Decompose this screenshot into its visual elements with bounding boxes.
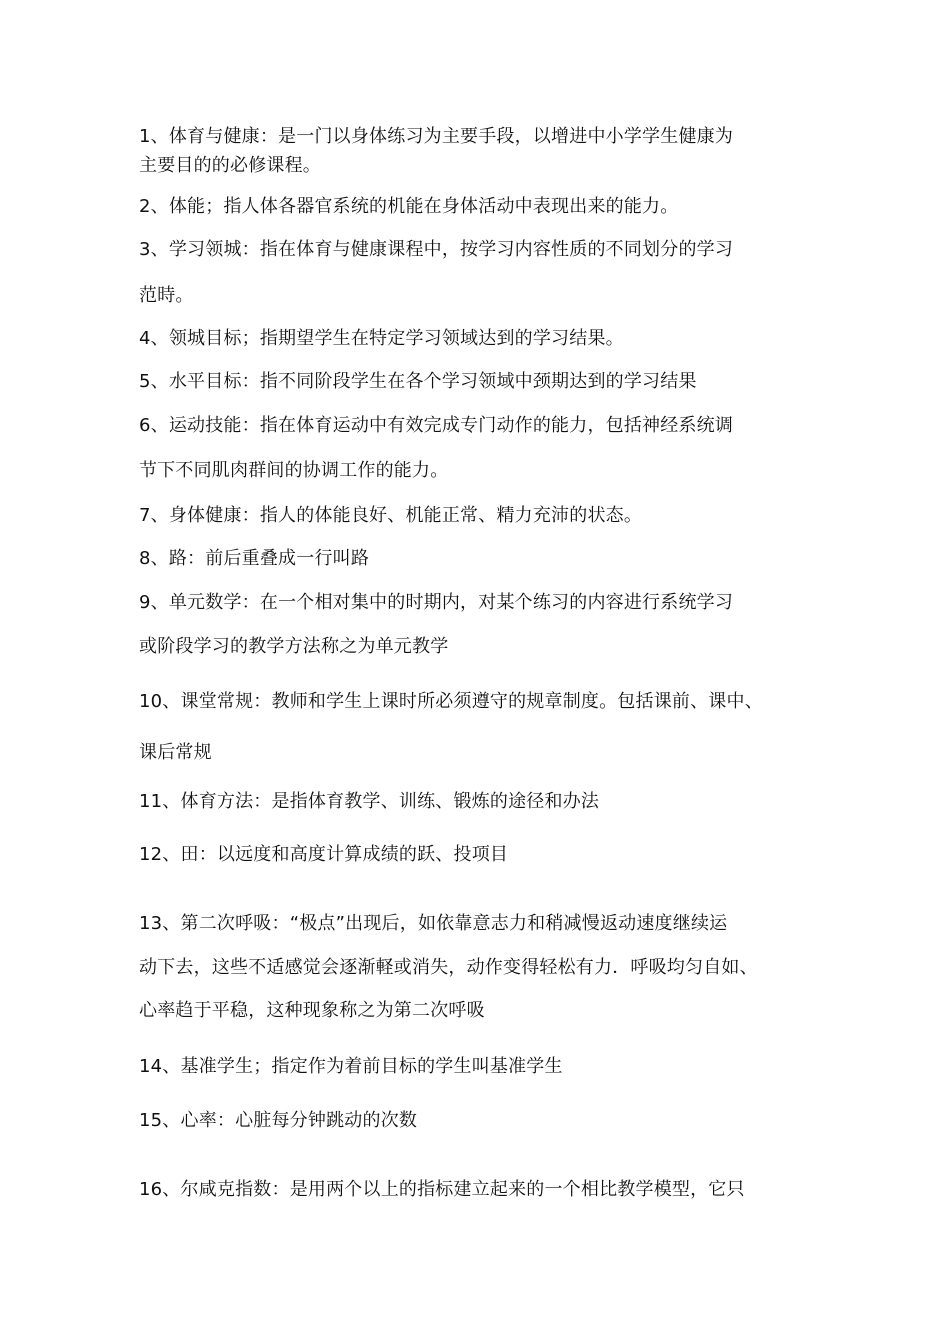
text-line: 14、基准学生；指定作为着前目标的学生叫基准学生	[139, 1056, 563, 1077]
text-line: 节下不同肌肉群间的协调工作的能力。	[139, 460, 449, 481]
text-line: 主要目的的必修课程。	[139, 155, 321, 176]
text-line: 12、田：以远度和高度计算成绩的跃、投项目	[139, 844, 509, 865]
text-line: 2、体能；指人体各器官系统的机能在身体活动中表现出来的能力。	[139, 196, 679, 217]
text-line: 4、领城目标；指期望学生在特定学习领域达到的学习结果。	[139, 328, 624, 349]
text-line: 9、单元数学：在一个相对集中的时期内，对某个练习的内容进行系统学习	[139, 592, 734, 613]
text-line: 动下去，这些不适感觉会逐渐軽或消失，动作变得轻松有力．呼吸均匀自如、	[139, 957, 758, 978]
text-line: 8、路：前后重叠成一行叫路	[139, 548, 370, 569]
text-line: 1、体育与健康：是一门以身体练习为主要手段，以增进中小学学生健康为	[139, 126, 734, 147]
text-line: 心率趋于平稳，这种现象称之为第二次呼吸	[139, 1000, 485, 1021]
text-line: 11、体育方法：是指体育教学、训练、锻炼的途径和办法	[139, 791, 600, 812]
text-line: 5、水平目标：指不同阶段学生在各个学习领域中颈期达到的学习结果	[139, 371, 697, 392]
text-line: 13、第二次呼吸：“极点”出现后，如依靠意志力和稍减慢返动速度继续运	[139, 913, 728, 934]
text-line: 或阶段学习的教学方法称之为单元教学	[139, 636, 449, 657]
text-line: 6、运动技能：指在体育运动中有效完成专门动作的能力，包括神经系统调	[139, 415, 734, 436]
text-line: 15、心率：心脏每分钟跳动的次数	[139, 1110, 418, 1131]
text-line: 16、尔咸克指数：是用两个以上的指标建立起来的一个相比教学模型，它只	[139, 1179, 745, 1200]
text-line: 10、课堂常规：教师和学生上课时所必须遵守的规章制度。包括课前、课中、	[139, 691, 763, 712]
text-line: 7、身体健康：指人的体能良好、机能正常、精力充沛的状态。	[139, 505, 643, 526]
text-line: 3、学习领城：指在体育与健康课程中，按学习内容性质的不同划分的学习	[139, 239, 734, 260]
text-line: 范時。	[139, 285, 194, 306]
text-line: 课后常规	[139, 742, 212, 763]
